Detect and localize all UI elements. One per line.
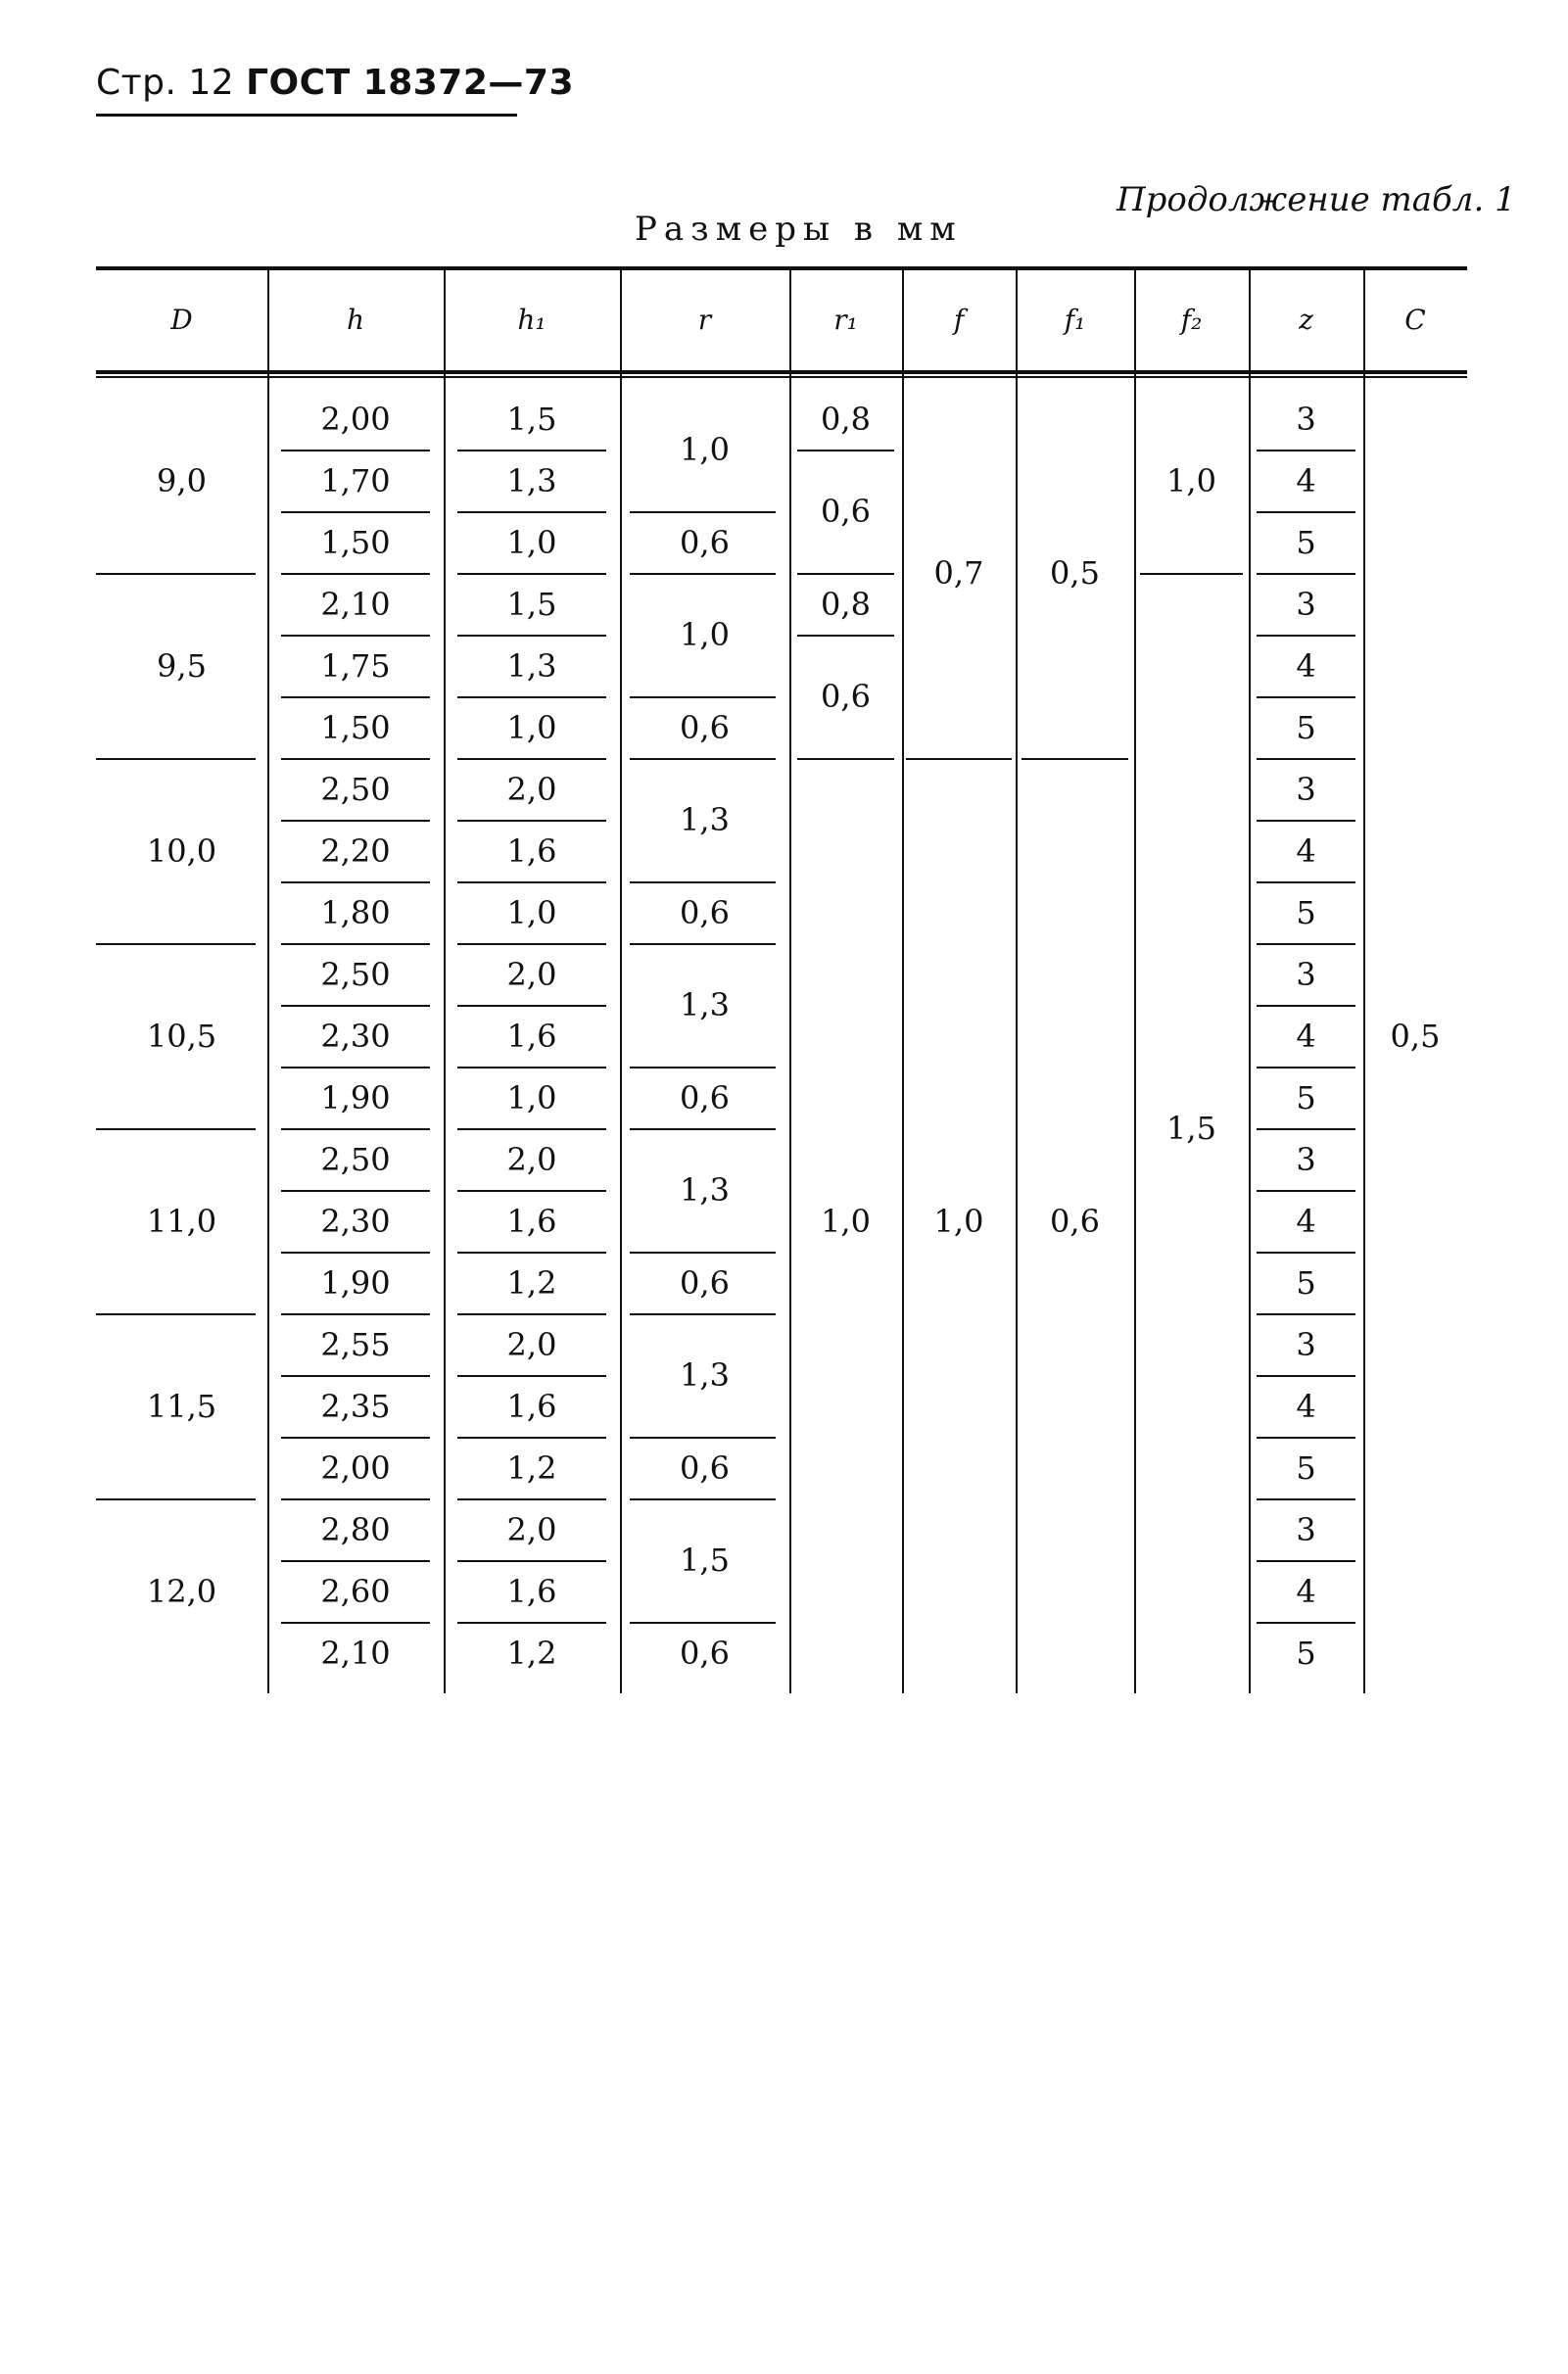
- header-D: D: [170, 304, 193, 336]
- header-bottom-rule-2: [96, 376, 1467, 378]
- row-rule-z: [1257, 1622, 1355, 1624]
- cell-h: 2,35: [320, 1387, 391, 1425]
- cell-z: 4: [1296, 1572, 1316, 1610]
- cell-D: 10,0: [146, 831, 217, 870]
- cell-r: 1,3: [680, 801, 730, 838]
- row-rule-h1: [457, 1190, 606, 1192]
- cell-h1: 1,6: [506, 1387, 557, 1425]
- row-rule-z: [1257, 573, 1355, 575]
- row-rule-h1: [457, 573, 606, 575]
- row-rule-z: [1257, 635, 1355, 637]
- row-rule-h1: [457, 820, 606, 822]
- cell-h1: 1,0: [506, 708, 557, 746]
- cell-z: 4: [1296, 1202, 1316, 1240]
- row-rule-z: [1257, 1375, 1355, 1377]
- row-rule-h: [281, 696, 430, 698]
- cell-h1: 1,0: [506, 893, 557, 931]
- cell-h1: 2,0: [506, 770, 557, 808]
- row-rule-r: [630, 943, 776, 945]
- row-rule-r: [630, 881, 776, 883]
- cell-r: 0,6: [680, 1263, 730, 1302]
- cell-h1: 1,6: [506, 1017, 557, 1055]
- cell-r: 0,6: [680, 893, 730, 931]
- cell-z: 3: [1296, 1140, 1316, 1178]
- page-label: Стр. 12: [96, 63, 235, 103]
- cell-h1: 2,0: [506, 1510, 557, 1548]
- cell-D: 9,5: [157, 646, 207, 685]
- cell-r: 0,6: [680, 1078, 730, 1116]
- row-rule-h: [281, 1375, 430, 1377]
- row-rule-h1: [457, 758, 606, 760]
- cell-h1: 1,0: [506, 523, 557, 561]
- row-rule-r: [630, 1067, 776, 1068]
- cell-h1: 1,3: [506, 461, 557, 499]
- units-caption: Размеры в мм: [635, 210, 963, 249]
- cell-h1: 1,6: [506, 1572, 557, 1610]
- row-rule-z: [1257, 1252, 1355, 1254]
- cell-h: 2,55: [320, 1325, 391, 1363]
- header-r1: r₁: [833, 304, 858, 336]
- row-rule-h: [281, 1005, 430, 1007]
- cell-z: 4: [1296, 1017, 1316, 1055]
- row-rule-r: [630, 1437, 776, 1439]
- cell-h: 2,50: [320, 955, 391, 993]
- cell-h: 2,60: [320, 1572, 391, 1610]
- header-z: z: [1299, 304, 1313, 336]
- row-rule-h: [281, 573, 430, 575]
- continuation-note: Продолжение табл. 1: [1117, 180, 1516, 219]
- cell-f2: 1,0: [1166, 461, 1216, 499]
- group-rule-D: [96, 573, 256, 575]
- cell-z: 3: [1296, 955, 1316, 993]
- row-rule-h: [281, 1560, 430, 1562]
- group-rule-D: [96, 1313, 256, 1315]
- row-rule-h: [281, 758, 430, 760]
- row-rule-f1: [1022, 758, 1128, 760]
- row-rule-z: [1257, 1560, 1355, 1562]
- cell-h1: 2,0: [506, 1140, 557, 1178]
- row-rule-h: [281, 1498, 430, 1500]
- cell-h1: 1,5: [506, 400, 557, 438]
- cell-r: 0,6: [680, 1634, 730, 1672]
- cell-r: 0,6: [680, 708, 730, 746]
- row-rule-z: [1257, 450, 1355, 451]
- cell-r: 0,6: [680, 523, 730, 561]
- cell-z: 3: [1296, 1325, 1316, 1363]
- row-rule-h: [281, 820, 430, 822]
- row-rule-h1: [457, 1313, 606, 1315]
- cell-h: 2,10: [320, 585, 391, 623]
- cell-h1: 1,0: [506, 1078, 557, 1116]
- row-rule-h1: [457, 696, 606, 698]
- group-rule-D: [96, 1498, 256, 1500]
- row-rule-z: [1257, 696, 1355, 698]
- cell-z: 4: [1296, 831, 1316, 870]
- cell-z: 5: [1296, 1634, 1316, 1672]
- row-rule-z: [1257, 1498, 1355, 1500]
- cell-z: 5: [1296, 523, 1316, 561]
- row-rule-h1: [457, 1252, 606, 1254]
- cell-z: 3: [1296, 770, 1316, 808]
- cell-z: 4: [1296, 461, 1316, 499]
- cell-h: 2,30: [320, 1202, 391, 1240]
- row-rule-z: [1257, 1313, 1355, 1315]
- cell-h: 2,10: [320, 1634, 391, 1672]
- cell-f1: 0,6: [1050, 1202, 1100, 1240]
- cell-f: 1,0: [933, 1202, 984, 1240]
- header-C: C: [1404, 304, 1426, 336]
- cell-r: 0,6: [680, 1448, 730, 1487]
- cell-r: 1,3: [680, 1171, 730, 1209]
- row-rule-r: [630, 1622, 776, 1624]
- row-rule-z: [1257, 1190, 1355, 1192]
- cell-D: 10,5: [146, 1017, 217, 1055]
- cell-z: 5: [1296, 1448, 1316, 1487]
- column-divider: [1016, 266, 1018, 1693]
- cell-D: 9,0: [157, 461, 207, 499]
- row-rule-h: [281, 1128, 430, 1130]
- header-bottom-rule: [96, 370, 1467, 374]
- row-rule-r1: [797, 758, 894, 760]
- cell-h1: 1,6: [506, 1202, 557, 1240]
- row-rule-h1: [457, 1622, 606, 1624]
- cell-h1: 1,6: [506, 831, 557, 870]
- cell-h1: 2,0: [506, 1325, 557, 1363]
- cell-h: 2,00: [320, 1448, 391, 1487]
- row-rule-z: [1257, 943, 1355, 945]
- cell-h: 1,50: [320, 708, 391, 746]
- cell-D: 12,0: [146, 1572, 217, 1610]
- cell-C: 0,5: [1390, 1017, 1441, 1055]
- cell-z: 5: [1296, 1263, 1316, 1302]
- column-divider: [1363, 266, 1365, 1693]
- cell-r1: 1,0: [821, 1202, 871, 1240]
- row-rule-r1: [797, 450, 894, 451]
- table-top-rule: [96, 266, 1467, 270]
- cell-z: 5: [1296, 708, 1316, 746]
- cell-z: 5: [1296, 1078, 1316, 1116]
- row-rule-r: [630, 573, 776, 575]
- cell-r: 1,0: [680, 431, 730, 468]
- row-rule-r: [630, 1313, 776, 1315]
- row-rule-h1: [457, 450, 606, 451]
- row-rule-z: [1257, 820, 1355, 822]
- cell-r1: 0,8: [821, 585, 871, 623]
- row-rule-h: [281, 881, 430, 883]
- row-rule-h: [281, 635, 430, 637]
- cell-h: 1,90: [320, 1263, 391, 1302]
- row-rule-f: [906, 758, 1012, 760]
- row-rule-r: [630, 696, 776, 698]
- row-rule-r1: [797, 573, 894, 575]
- cell-h: 2,50: [320, 1140, 391, 1178]
- row-rule-h: [281, 1622, 430, 1624]
- group-rule-D: [96, 758, 256, 760]
- row-rule-r: [630, 1128, 776, 1130]
- header-r: r: [697, 304, 712, 336]
- header-f: f: [953, 304, 965, 336]
- header-h1: h₁: [517, 304, 546, 336]
- row-rule-f2: [1140, 573, 1243, 575]
- cell-h: 1,75: [320, 646, 391, 685]
- row-rule-h: [281, 1437, 430, 1439]
- row-rule-h1: [457, 1560, 606, 1562]
- row-rule-r: [630, 511, 776, 513]
- row-rule-h1: [457, 511, 606, 513]
- cell-z: 3: [1296, 1510, 1316, 1548]
- row-rule-h: [281, 1252, 430, 1254]
- cell-h: 1,50: [320, 523, 391, 561]
- cell-h: 2,50: [320, 770, 391, 808]
- cell-h1: 1,2: [506, 1634, 557, 1672]
- row-rule-z: [1257, 758, 1355, 760]
- row-rule-h1: [457, 1067, 606, 1068]
- cell-h: 2,20: [320, 831, 391, 870]
- page-header: [96, 63, 574, 103]
- cell-h1: 1,2: [506, 1448, 557, 1487]
- cell-h: 2,30: [320, 1017, 391, 1055]
- row-rule-r: [630, 1252, 776, 1254]
- row-rule-z: [1257, 1128, 1355, 1130]
- cell-h: 1,80: [320, 893, 391, 931]
- header-f2: f₂: [1180, 304, 1203, 336]
- row-rule-z: [1257, 1437, 1355, 1439]
- row-rule-h: [281, 1067, 430, 1068]
- row-rule-z: [1257, 1067, 1355, 1068]
- cell-r: 1,0: [680, 616, 730, 653]
- cell-r1: 0,6: [821, 493, 871, 530]
- cell-z: 4: [1296, 1387, 1316, 1425]
- row-rule-h1: [457, 1375, 606, 1377]
- cell-h1: 1,5: [506, 585, 557, 623]
- cell-h: 2,00: [320, 400, 391, 438]
- group-rule-D: [96, 943, 256, 945]
- cell-h: 1,70: [320, 461, 391, 499]
- column-divider: [789, 266, 791, 1693]
- header-h: h: [346, 304, 365, 336]
- cell-z: 4: [1296, 646, 1316, 685]
- cell-z: 3: [1296, 585, 1316, 623]
- row-rule-h1: [457, 1005, 606, 1007]
- cell-r: 1,5: [680, 1542, 730, 1579]
- cell-r: 1,3: [680, 1356, 730, 1394]
- header-f1: f₁: [1064, 304, 1086, 336]
- cell-f1: 0,5: [1050, 554, 1100, 592]
- row-rule-h: [281, 943, 430, 945]
- row-rule-h1: [457, 1437, 606, 1439]
- cell-D: 11,5: [146, 1387, 217, 1425]
- cell-z: 5: [1296, 893, 1316, 931]
- cell-h1: 1,3: [506, 646, 557, 685]
- header-rule: [96, 114, 517, 117]
- cell-r1: 0,6: [821, 678, 871, 715]
- column-divider: [902, 266, 904, 1693]
- row-rule-r: [630, 1498, 776, 1500]
- row-rule-h: [281, 450, 430, 451]
- row-rule-h1: [457, 1498, 606, 1500]
- group-rule-D: [96, 1128, 256, 1130]
- cell-r1: 0,8: [821, 400, 871, 438]
- cell-r: 1,3: [680, 986, 730, 1023]
- cell-h1: 2,0: [506, 955, 557, 993]
- row-rule-h: [281, 511, 430, 513]
- row-rule-h1: [457, 635, 606, 637]
- row-rule-h1: [457, 881, 606, 883]
- row-rule-r: [630, 758, 776, 760]
- cell-h: 2,80: [320, 1510, 391, 1548]
- row-rule-h: [281, 1190, 430, 1192]
- row-rule-z: [1257, 511, 1355, 513]
- cell-f2: 1,5: [1166, 1110, 1216, 1147]
- cell-h1: 1,2: [506, 1263, 557, 1302]
- cell-f: 0,7: [933, 554, 984, 592]
- row-rule-z: [1257, 1005, 1355, 1007]
- standard-number: ГОСТ 18372—73: [246, 63, 575, 103]
- cell-D: 11,0: [146, 1202, 217, 1240]
- row-rule-h1: [457, 1128, 606, 1130]
- row-rule-h1: [457, 943, 606, 945]
- cell-z: 3: [1296, 400, 1316, 438]
- row-rule-r1: [797, 635, 894, 637]
- cell-h: 1,90: [320, 1078, 391, 1116]
- row-rule-z: [1257, 881, 1355, 883]
- row-rule-h: [281, 1313, 430, 1315]
